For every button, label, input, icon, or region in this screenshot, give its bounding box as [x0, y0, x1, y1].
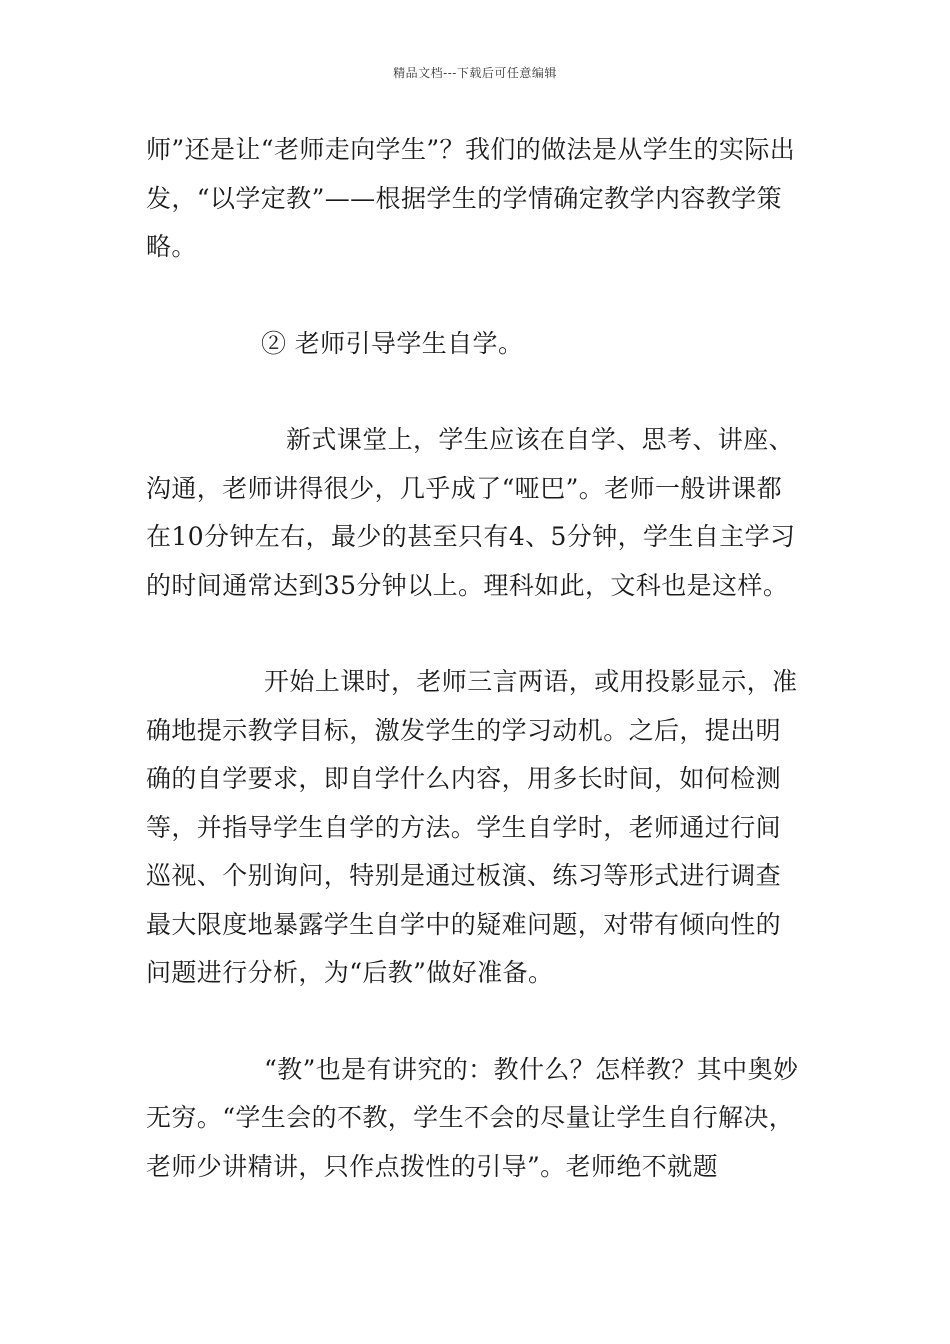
paragraph-self-study: 新式课堂上，学生应该在自学、思考、讲座、沟通，老师讲得很少，几乎成了“哑巴”。老师一般讲课都在10分钟左右，最少的甚至只有4、5分钟，学生自主学习的时间通常达到35分钟以上。理科如此，文科也是这样。	[146, 425, 796, 600]
paragraph-class-start: 开始上课时，老师三言两语，或用投影显示，准确地提示教学目标，激发学生的学习动机。之后，提出明确的自学要求，即自学什么内容，用多长时间，如何检测等，并指导学生自学的方法。学生自学时，老师通过行间巡视、个别询问，特别是通过板演、练习等形式进行调查最大限度地暴露学生自学中的疑难问题，对带有倾向性的问题进行分析，为“后教”做好准备。	[146, 667, 798, 987]
section-heading: ② 老师引导学生自学。	[261, 328, 524, 358]
paragraph-continuation: 师”还是让“老师走向学生”？我们的做法是从学生的实际出发，“以学定教”——根据学生的学情确定教学内容教学策略。	[146, 135, 796, 261]
document-body	[146, 126, 806, 1191]
paragraph-teaching: “教”也是有讲究的：教什么？怎样教？其中奥妙无穷。“学生会的不教，学生不会的尽量让学生自行解决，老师少讲精讲，只作点拨性的引导”。老师绝不就题	[146, 1054, 799, 1181]
page-header: 精品文档---下载后可任意编辑	[393, 66, 557, 80]
